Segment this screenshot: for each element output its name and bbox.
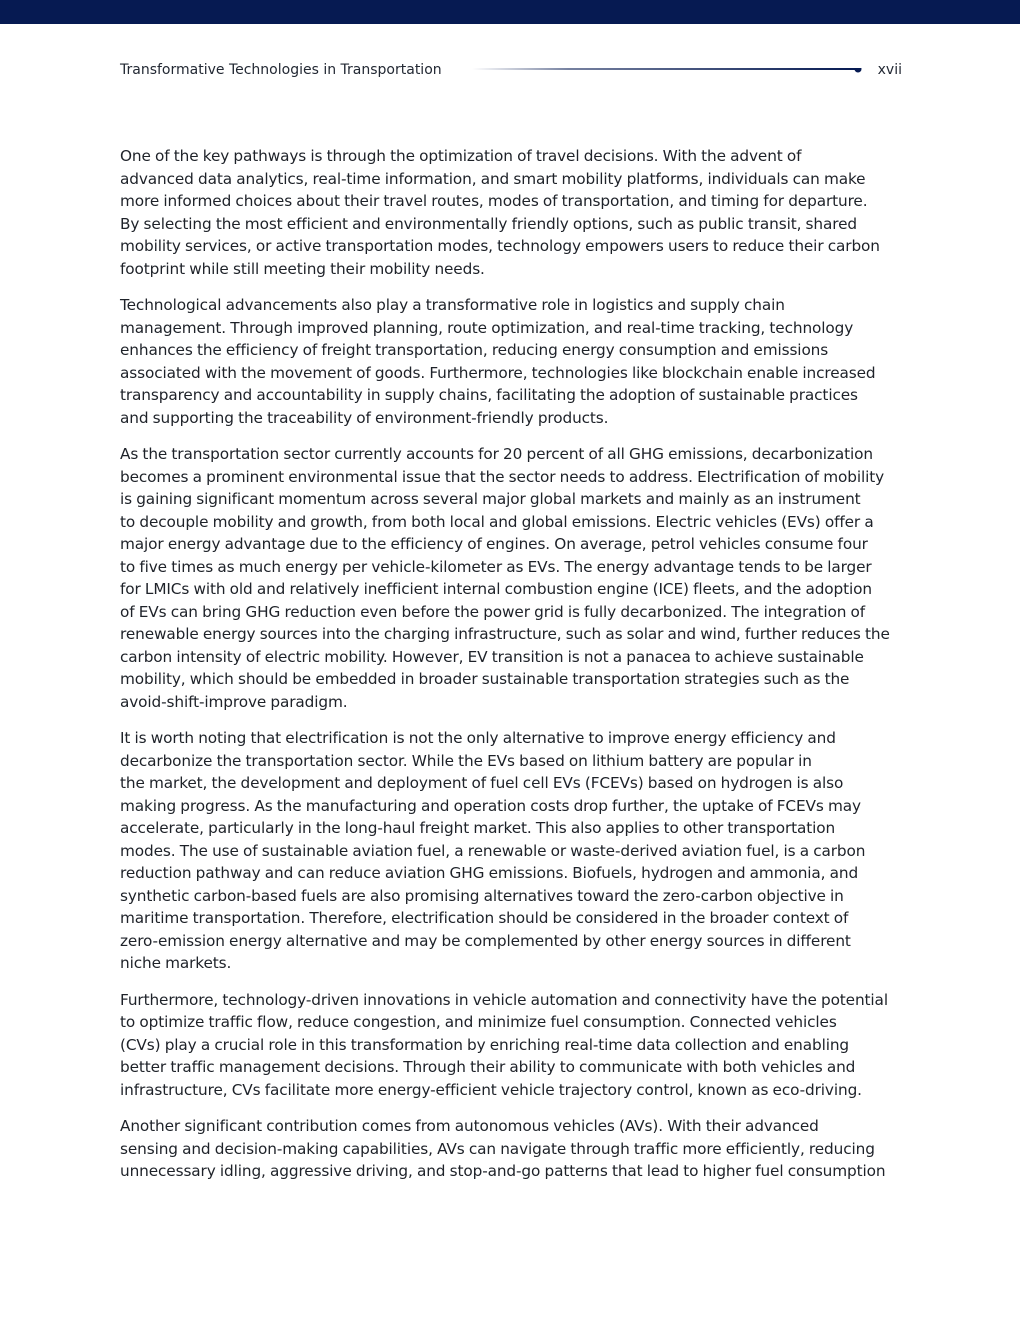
text-line: for LMICs with old and relatively inefficient internal combustion engine (ICE) fleets, and the adoption	[120, 580, 872, 598]
text-line: is gaining significant momentum across several major global markets and mainly as an instrument	[120, 490, 861, 508]
paragraph	[120, 443, 902, 713]
body-text	[120, 145, 902, 1197]
text-line: maritime transportation. Therefore, electrification should be considered in the broader context of	[120, 909, 849, 927]
text-line: and supporting the traceability of environment-friendly products.	[120, 408, 609, 427]
text-line: Another significant contribution comes from autonomous vehicles (AVs). With their advanced	[120, 1117, 819, 1135]
text-line: making progress. As the manufacturing and operation costs drop further, the uptake of FCEVs may	[120, 796, 861, 815]
text-line: better traffic management decisions. Through their ability to communicate with both vehicles and	[120, 1058, 856, 1076]
text-line: enhances the efficiency of freight transportation, reducing energy consumption and emissions	[120, 341, 829, 359]
text-line: One of the key pathways is through the optimization of travel decisions. With the advent of	[120, 147, 802, 165]
text-line: accelerate, particularly in the long-haul freight market. This also applies to other transportation	[120, 819, 836, 837]
text-line: carbon intensity of electric mobility. However, EV transition is not a panacea to achieve sustainable	[120, 647, 864, 666]
text-line: By selecting the most efficient and environmentally friendly options, such as public transit, shared	[120, 214, 857, 233]
text-line: associated with the movement of goods. Furthermore, technologies like blockchain enable increased	[120, 363, 876, 382]
text-line: of EVs can bring GHG reduction even before the power grid is fully decarbonized. The integration of	[120, 602, 866, 621]
header-rule-dot	[855, 68, 862, 73]
running-header-title: Transformative Technologies in Transportation	[120, 62, 442, 78]
page-number: xvii	[877, 62, 902, 78]
text-line: reduction pathway and can reduce aviation GHG emissions. Biofuels, hydrogen and ammonia, and	[120, 864, 859, 882]
text-line: sensing and decision-making capabilities, AVs can navigate through traffic more efficiently, reducing	[120, 1139, 875, 1158]
text-line: mobility, which should be embedded in broader sustainable transportation strategies such as the	[120, 670, 850, 688]
text-line: mobility services, or active transportation modes, technology empowers users to reduce their carbon	[120, 237, 880, 255]
text-line: becomes a prominent environmental issue that the sector needs to address. Electrification of mobility	[120, 467, 885, 486]
text-line: major energy advantage due to the efficiency of engines. On average, petrol vehicles consume four	[120, 535, 868, 553]
text-line: Furthermore, technology-driven innovations in vehicle automation and connectivity have the potential	[120, 990, 888, 1009]
text-line: management. Through improved planning, route optimization, and real-time tracking, technology	[120, 318, 854, 337]
text-line: transparency and accountability in supply chains, facilitating the adoption of sustainable practices	[120, 386, 858, 404]
text-line: renewable energy sources into the charging infrastructure, such as solar and wind, further reduces the	[120, 625, 890, 643]
text-line: avoid-shift-improve paradigm.	[120, 692, 348, 711]
text-line: more informed choices about their travel routes, modes of transportation, and timing for departure.	[120, 192, 868, 210]
text-line: the market, the development and deployment of fuel cell EVs (FCEVs) based on hydrogen is also	[120, 774, 844, 792]
text-line: Technological advancements also play a transformative role in logistics and supply chain	[120, 296, 785, 314]
top-color-band	[0, 0, 1020, 24]
text-line: to decouple mobility and growth, from both local and global emissions. Electric vehicles (EVs) offer a	[120, 512, 874, 531]
text-line: infrastructure, CVs facilitate more energy-efficient vehicle trajectory control, known as eco-driving.	[120, 1080, 862, 1099]
header-rule	[472, 68, 832, 71]
text-line: It is worth noting that electrification is not the only alternative to improve energy efficiency and	[120, 729, 836, 747]
paragraph	[120, 727, 902, 975]
text-line: modes. The use of sustainable aviation fuel, a renewable or waste-derived aviation fuel, is a carbon	[120, 841, 866, 860]
paragraph	[120, 145, 902, 280]
text-line: (CVs) play a crucial role in this transformation by enriching real-time data collection and enabling	[120, 1035, 850, 1054]
paragraph	[120, 989, 902, 1102]
paragraph	[120, 294, 902, 429]
text-line: As the transportation sector currently accounts for 20 percent of all GHG emissions, decarbonization	[120, 445, 873, 463]
text-line: synthetic carbon-based fuels are also promising alternatives toward the zero-carbon objective in	[120, 886, 844, 905]
text-line: to optimize traffic flow, reduce congestion, and minimize fuel consumption. Connected vehicles	[120, 1013, 837, 1031]
text-line: niche markets.	[120, 954, 232, 972]
text-line: zero-emission energy alternative and may be complemented by other energy sources in different	[120, 931, 851, 950]
paragraph	[120, 1115, 902, 1183]
text-line: advanced data analytics, real-time information, and smart mobility platforms, individuals can make	[120, 169, 866, 188]
running-header	[120, 58, 902, 82]
text-line: decarbonize the transportation sector. While the EVs based on lithium battery are popular in	[120, 751, 812, 770]
text-line: unnecessary idling, aggressive driving, and stop-and-go patterns that lead to higher fuel consumption	[120, 1162, 886, 1180]
header-rule-line	[472, 68, 864, 78]
text-line: to five times as much energy per vehicle-kilometer as EVs. The energy advantage tends to be larger	[120, 557, 872, 576]
text-line: footprint while still meeting their mobility needs.	[120, 259, 485, 278]
